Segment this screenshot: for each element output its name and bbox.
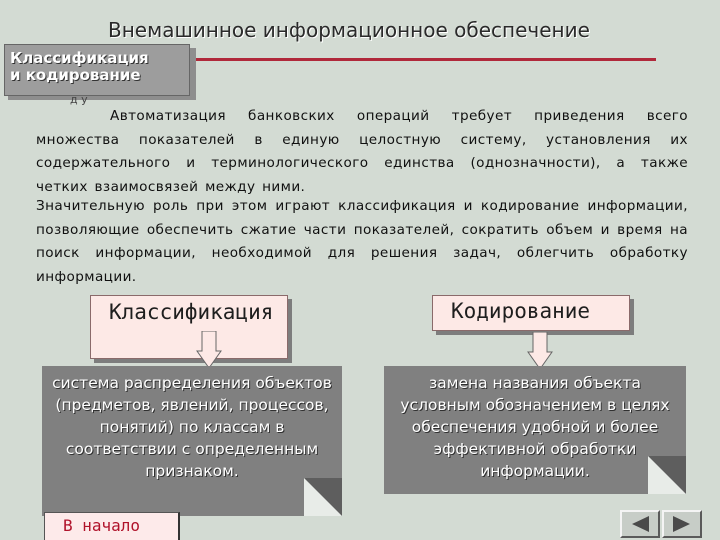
triangle-right-icon: [671, 515, 693, 533]
next-slide-button[interactable]: [662, 510, 702, 538]
page-fold: [304, 478, 342, 516]
coding-definition: замена названия объекта условным обозначением в целях обеспечения удобной и более эффективной обработки информации.: [384, 366, 686, 494]
classification-definition: система распределения объектов (предметов, явлений, процессов, понятий) по классам в соответствии с определенным признаком.: [42, 366, 342, 516]
prev-slide-button[interactable]: [620, 510, 660, 538]
badge-line-1: Классификация: [10, 49, 149, 67]
badge-tail-text: д у: [70, 93, 88, 106]
down-arrow-icon: [196, 331, 222, 369]
coding-label: [432, 295, 630, 331]
classification-label-text: Классификация: [109, 300, 274, 324]
down-arrow-icon: [527, 332, 553, 370]
page-fold: [648, 456, 686, 494]
classification-label: [90, 295, 288, 359]
triangle-left-icon: [629, 515, 651, 533]
section-badge: [4, 44, 190, 96]
title-underline: [190, 58, 656, 61]
home-button[interactable]: В начало: [44, 512, 180, 540]
badge-line-2: и кодирование: [10, 66, 141, 84]
intro-paragraph: Автоматизация банковских операций требует приведения всего множества показателей в единую целостную систему, установления их содержательного и терминологического единства (однозначности), а также четких взаимосвязей между ними.: [36, 108, 688, 195]
slide-title: Внемашинное информационное обеспечение: [108, 18, 590, 42]
coding-label-text: Кодирование: [451, 299, 591, 323]
roles-paragraph: Значительную роль при этом играют классификация и кодирование информации, позволяющие обеспечить сжатие части показателей, сократить объем и время на поиск информации, необходимой для решения задач, облегчить обработку информации.: [36, 198, 688, 285]
